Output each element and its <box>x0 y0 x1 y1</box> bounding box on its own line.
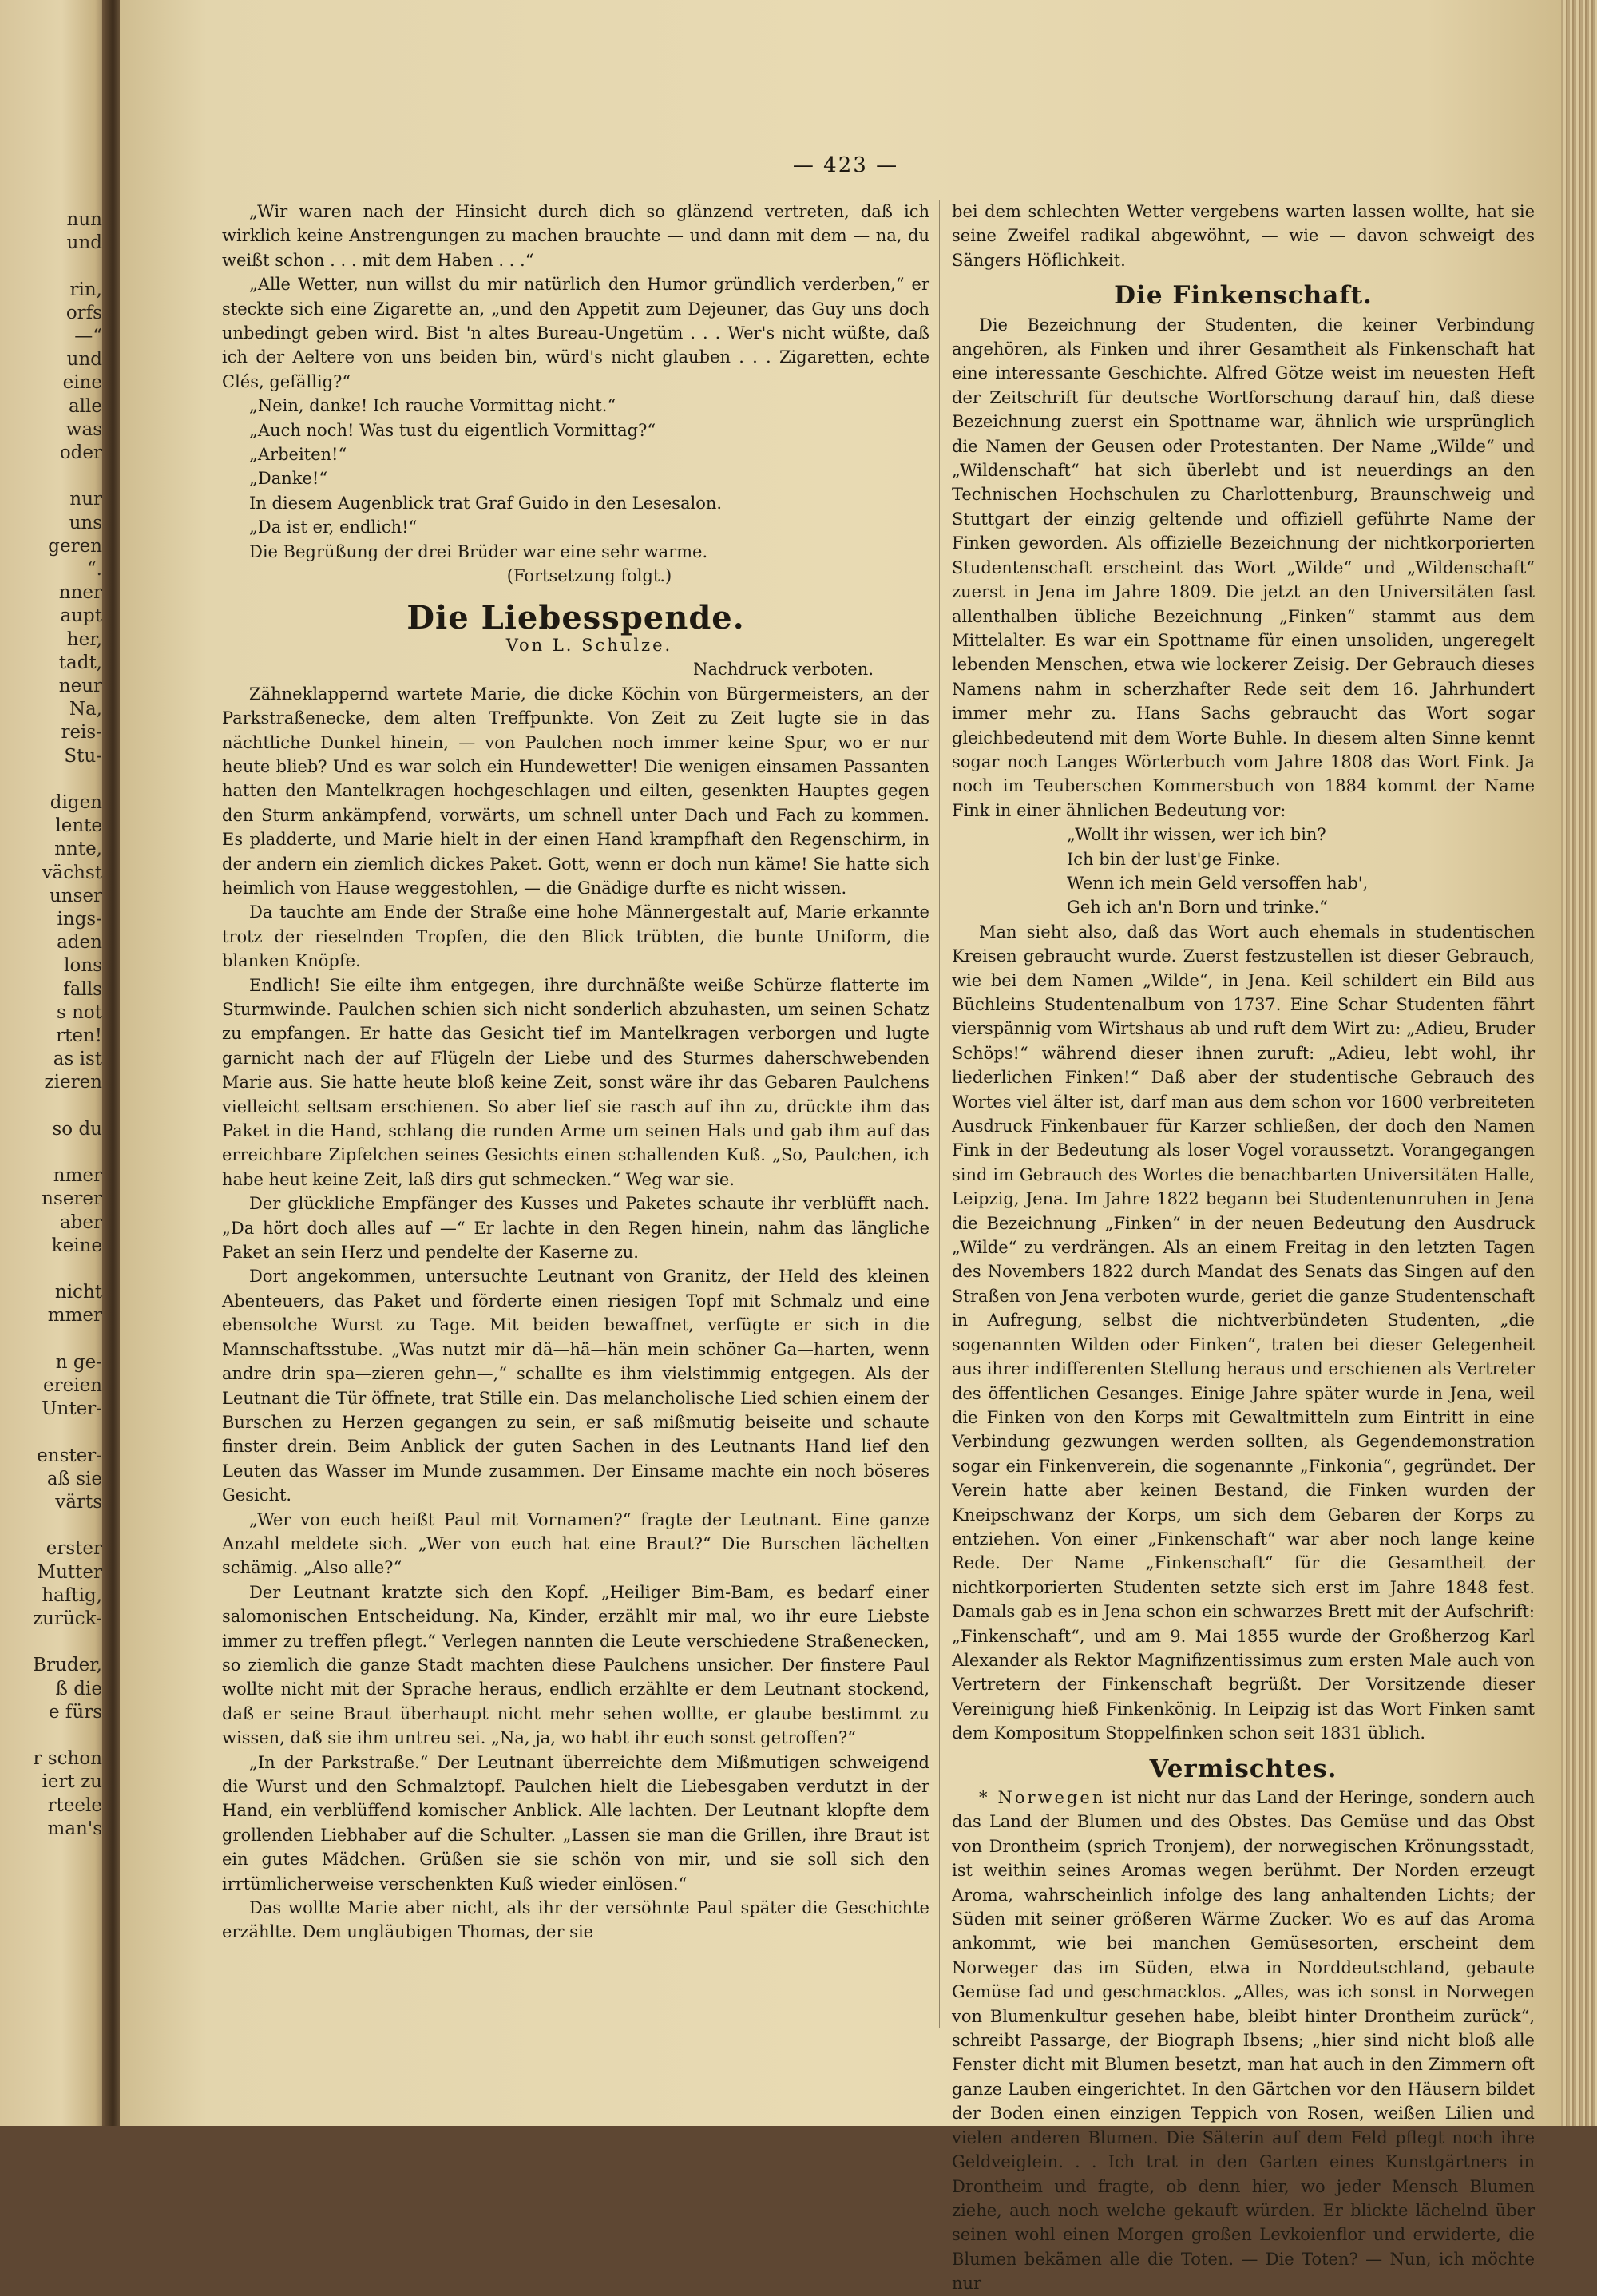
left-page-fragment: nnte, <box>54 839 102 860</box>
left-page-fragment: värts <box>55 1492 102 1513</box>
story-author: Von L. Schulze. <box>505 635 673 655</box>
left-page-fragment: her, <box>66 629 102 650</box>
paragraph: „Nein, danke! Ich rauche Vormittag nicht.“ <box>249 396 616 416</box>
left-page-fragment: falls <box>63 978 102 1000</box>
left-page-fragment: Na, <box>69 699 102 720</box>
paragraph: „Arbeiten!“ <box>249 445 347 465</box>
paragraph: „Danke!“ <box>249 469 328 489</box>
page-number: — 423 — <box>792 153 899 177</box>
paragraph: In diesem Augenblick trat Graf Guido in den Lesesalon. <box>249 493 723 513</box>
left-page-fragment: nur <box>69 489 102 510</box>
left-page-fragment: e fürs <box>48 1701 102 1723</box>
left-page-fragment: lons <box>64 955 102 977</box>
left-page-fragment: nun <box>66 209 102 230</box>
left-page-fragment: rteele <box>47 1794 102 1816</box>
left-page-fragment: Bruder, <box>33 1655 102 1676</box>
left-page-fragment: n ge- <box>55 1351 102 1373</box>
paragraph: bei dem schlechten Wetter vergebens warten lassen wollte, hat sie seine Zweifel radikal abgewöhnt, — wie — davon schweigt des Sängers Höflichkeit. <box>952 202 1535 270</box>
paragraph: Die Begrüßung der drei Brüder war eine sehr warme. <box>249 541 708 561</box>
left-page-fragment: —“ <box>74 326 102 347</box>
left-page-fragment: enster- <box>37 1445 102 1466</box>
paragraph: Dort angekommen, untersuchte Leutnant von Granitz, der Held des kleinen Abenteuers, das Paket und förderte einen riesigen Topf mit Schmalz und eine ebensolche Wurst zu Tage. Mit beiden bewaffnet, verfügte er sich in die Mannschaftsstube. „Was nutzt mir dä—hä—hän mein schöner Ga—harten, wenn andre drin spa—zieren gehn—,“ schallte es ihm vielstimmig entgegen. Als der Leutnant die Tür öffnete, trat Stille ein. Das melancholische Lied schien einem der Burschen zu Herzen gegangen zu sein, er saß mißmutig beiseite und schaute finster drein. Beim Anblick der guten Sachen in des Leutnants Hand lief den Leuten das Wasser im Munde zusammen. Der Einsame machte ein noch böseres Gesicht. <box>222 1267 929 1505</box>
left-page-fragment: orfs <box>65 302 102 323</box>
left-page-fragment: s not <box>56 1001 102 1023</box>
paragraph <box>952 1786 1535 2296</box>
verse-line: Ich bin der lust'ge Finke. <box>1067 849 1281 869</box>
paragraph: „Da ist er, endlich!“ <box>249 517 418 537</box>
left-page-fragment: ings- <box>57 909 102 930</box>
paragraph: „In der Parkstraße.“ Der Leutnant überreichte dem Mißmutigen schweigend die Wurst und den Schmalztopf. Paulchen hielt die Liebesgaben verdutzt in der Hand, ein verblüffend komischer Anblick. Alle lachten. Der Leutnant klopfte dem grollenden Liebhaber auf die Schulter. „Lassen sie man die Grillen, ihre Braut ist ein gutes Mädchen. Grüßen sie sie schön von mir, und sie soll sich den irrtümlicherweise verschenkten Kuß wieder einlösen.“ <box>222 1752 929 1894</box>
continuation-note: (Fortsetzung folgt.) <box>506 566 672 586</box>
left-page-fragment: “. <box>86 559 102 580</box>
left-page-fragment: keine <box>51 1235 102 1256</box>
page-stack-edge <box>1561 0 1597 2126</box>
left-page-fragment: zurück- <box>33 1608 102 1629</box>
paragraph: Man sieht also, daß das Wort auch ehemals in studentischen Kreisen gebraucht wurde. Zuerst festzustellen ist dieser Gebrauch, wie bei dem Namen „Wilde“, in Jena. Keil schildert ein Bild aus Büchleins Studentenalbum von 1737. Eine Schar Studenten fährt vierspännig vom Wirtshaus ab und ruft dem Wirt zu: „Adieu, Bruder Schöps!“ während dieser ihnen zuruft: „Adieu, lebt wohl, ihr liederlichen Finken!“ Daß aber der studentische Gebrauch des Wortes viel älter ist, darf man aus dem schon vor 1600 verbreiteten Ausdruck Finkenbauer für Karzer schließen, der doch den Namen Fink in der Bedeutung als loser Vogel voraussetzt. Vorangegangen sind im Gebrauch des Wortes die benachbarten Universitäten Halle, Leipzig, Jena. Im Jahre 1822 begann bei Studentenunruhen in Jena die Bezeichnung „Finken“ in der neuen Bedeutung den Ausdruck „Wilde“ zu verdrängen. Als an einem Freitag in den letzten Tagen des Novembers 1822 durch Mandat des Senats das Singen auf den Straßen von Jena verboten wurde, geriet die ganze Studentenschaft in Aufregung, selbst die nichtverbündeten Studenten, „die sogenannten Wilden oder Finken“, traten bei dieser Gelegenheit aus ihrer indifferenten Stellung heraus und erschienen als Vertreter des öffentlichen Gesanges. Einige Jahre später wurde in Jena, weil die Finken von den Korps mit Gewaltmitteln zum Eintritt in eine Verbindung gezwungen werden sollten, als Gegendemonstration sogar ein Finkenverein, die sogenannte „Finkonia“, gegründet. Der Verein hatte aber keinen Bestand, die Finken wurden der Kneipschwanz der Korps, um sich dem Gebaren der Korps zu entziehen. Von einer „Finkenschaft“ war aber noch lange keine Rede. Der Name „Finkenschaft“ für die Gesamtheit der nichtkorporierten Studenten setzte sich erst im Jahre 1848 fest. Damals gab es in Jena schon ein schwarzes Brett mit der Aufschrift: „Finkenschaft“, und am 9. Mai 1855 wurde der Großherzog Karl Alexander als Rektor Magnifizentissimus zum ersten Male auch von Vertretern der Finkenschaft begrüßt. Der Vorsitzende dieser Vereinigung hieß Finkenkönig. In Leipzig ist das Wort Finken samt dem Kompositum Stoppelfinken schon seit 1831 üblich. <box>952 922 1535 1743</box>
left-page-fragment: aber <box>59 1211 102 1233</box>
column-divider <box>939 200 940 2028</box>
story-body <box>222 682 929 1945</box>
left-page-fragment: und <box>66 232 102 254</box>
left-column <box>222 200 929 2076</box>
left-page-fragment: aden <box>57 932 102 954</box>
left-page-fragment: ß die <box>55 1678 102 1699</box>
lead-word: * Norwegen <box>979 1788 1106 1807</box>
story-title: Die Liebesspende. <box>406 598 745 636</box>
paragraph: Der glückliche Empfänger des Kusses und Paketes schaute ihr verblüfft nach. „Da hört doch alles auf —“ Er lachte in den Regen hinein, nahm das längliche Paket an sein Herz und pendelte der Kaserne zu. <box>222 1194 929 1263</box>
left-page-fragment: nicht <box>54 1282 102 1303</box>
left-page-fragment: was <box>65 418 102 440</box>
serial-continuation-text <box>222 200 929 589</box>
paragraph: Der Leutnant kratzte sich den Kopf. „Heiliger Bim-Bam, es bedarf einer salomonischen Entscheidung. Na, Kinder, erzählt mir mal, wo ihr eure Liebste immer zu treffen pflegt.“ Verlegen nannten die Leute verschiedene Straßenecken, so ziemlich die ganze Stadt machten diese Paulchens unsicher. Der finstere Paul wollte nicht mit der Sprache heraus, endlich erzählte er dem Leutnant stockend, daß er seine Braut überhaupt nicht mehr sehen wollte, er glaube bestimmt zu wissen, daß sie ihm untreu sei. „Na, ja, wo habt ihr euch sonst getroffen?“ <box>222 1582 929 1748</box>
left-page-fragment: as ist <box>53 1049 102 1070</box>
left-page-fragment: und <box>66 349 102 371</box>
left-page-fragment: aupt <box>60 605 102 627</box>
paragraph: Die Bezeichnung der Studenten, die keiner Verbindung angehören, als Finken und ihrer Gesamtheit als Finkenschaft hat eine interessante Geschichte. Alfred Götze weist im neuesten Heft der Zeitschrift für deutsche Wortforschung darauf hin, daß diese Bezeichnung zuerst ein Spottname war, ähnlich wie ursprünglich die Namen der Geusen oder Protestanten. Der Name „Wilde“ und „Wildenschaft“ hat sich überlebt und ist neuerdings an den Technischen Hochschulen zu Charlottenburg, Braunschweig und Stuttgart der einzig geltende und offiziell geführte Name der Finken geworden. Als offizielle Bezeichnung der nichtkorporierten Studentenschaft erscheint das Wort „Wilde“ und „Wildenschaft“ zuerst in Jena im Jahre 1809. Die jetzt an den Universitäten fast allenthalben übliche Bezeichnung „Finken“ stammt aus dem Mittelalter. Es war ein Spottname für einen unsoliden, ungeregelt lebenden Menschen, etwa wie lockerer Zeisig. Der Gebrauch dieses Namens nahm in scherzhafter Rede seit dem 16. Jahrhundert immer mehr zu. Hans Sachs gebraucht das Wort sogar gleichbedeutend mit dem Worte Buhle. In diesem alten Sinne kennt sogar noch Langes Wörterbuch vom Jahre 1808 das Wort Fink. Ja noch im Teuberschen Kommersbuch von 1884 kommt der Name Fink in einer ähnlichen Bedeutung vor: <box>952 315 1535 820</box>
left-page-fragment: neur <box>58 676 102 696</box>
left-page-fragment: nmer <box>53 1165 102 1187</box>
left-page-fragment: Unter- <box>42 1398 102 1420</box>
left-page-fragment: man's <box>47 1818 102 1839</box>
left-page-fragment: rten! <box>56 1025 102 1046</box>
paragraph-text: ist nicht nur das Land der Heringe, sondern auch das Land der Blumen und des Obstes. Das Gemüse und das Obst von Drontheim (sprich Tronjem), der norwegischen Krönungsstadt, ist weithin seines Aromas wegen berühmt. Der Norden erzeugt Aroma, wahrscheinlich infolge des lang anhaltenden Lichts; der Süden mit seiner größeren Wärme Zucker. Wo es auf das Aroma ankommt, wie bei manchen Gemüsesorten, erscheint dem Norweger das im Süden, etwa in Norddeutschland, gebaute Gemüse fad und geschmacklos. „Alles, was ich sonst in Norwegen von Blumenkultur gesehen habe, bleibt hinter Drontheim zurück“, schreibt Passarge, der Biograph Ibsens; „hier sind nicht bloß alle Fenster dicht mit Blumen besetzt, man hat auch in den Zimmern oft ganze Lauben eingerichtet. In den Gärtchen vor den Häusern bildet der Boden einen einzigen Teppich von Rosen, weißen Lilien und vielen anderen Blumen. Die Säterin auf dem Feld pflegt noch ihre Geldveiglein. . . Ich trat in den Garten eines Kunstgärtners in Drontheim und fragte, ob denn hier, wo jeder Mensch Blumen ziehe, auch noch welche gekauft würden. Er blickte lächelnd über seinen wohl einen Morgen großen Levkoienflor und erwiderte, die Blumen bekämen alle die Toten. — Die Toten? — Nun, ich möchte nur <box>952 1788 1535 2294</box>
left-facing-page <box>0 0 112 2126</box>
left-page-fragment: unser <box>49 885 102 906</box>
left-page-fragment: rin, <box>69 279 102 300</box>
paragraph: „Wer von euch heißt Paul mit Vornamen?“ fragte der Leutnant. Eine ganze Anzahl meldete sich. „Wer von euch hat eine Braut?“ Die Burschen lächelten schämig. „Also alle?“ <box>222 1509 929 1578</box>
left-page-fragment: aß sie <box>46 1468 102 1489</box>
left-page-fragment: digen <box>50 792 102 813</box>
verse-block <box>952 823 1535 920</box>
left-page-fragment: eine <box>62 372 102 394</box>
verse-line: „Wollt ihr wissen, wer ich bin? <box>1067 825 1326 845</box>
page <box>120 0 1571 2294</box>
left-page-fragment: haftig, <box>42 1584 102 1606</box>
paragraph: Da tauchte am Ende der Straße eine hohe Männergestalt auf, Marie erkannte trotz der rieselnden Tropfen, die den Blick trübten, die bunte Uniform, die blanken Knöpfe. <box>222 902 929 971</box>
left-page-fragment: Mutter <box>37 1561 102 1583</box>
paragraph: Endlich! Sie eilte ihm entgegen, ihre durchnäßte weiße Schürze flatterte im Sturmwinde. Paulchen schien sich nicht sonderlich abzuhasten, um seinen Schatz zu empfangen. Er hatte das Gesicht tief im Mantelkragen verborgen und lugte garnicht nach der auf Flügeln der Liebe und des Sturmes daherschwebenden Marie aus. Sie hatte heute bloß keine Zeit, sonst wäre ihr das Gebaren Paulchens vielleicht seltsam erschienen. So aber lief sie rasch auf ihn zu, drückte ihm das Paket in die Hand, schlang die runden Arme um seinen Hals und gab ihm auf das erreichbare Zipfelchen seines Gesichts einen schallenden Kuß. „So, Paulchen, ich habe heut keine Zeit, laß dirs gut schmecken.“ Weg war sie. <box>222 975 929 1189</box>
paragraph: „Auch noch! Was tust du eigentlich Vormittag?“ <box>249 420 656 440</box>
verse-line: Wenn ich mein Geld versoffen hab', <box>1067 873 1369 893</box>
paragraph: „Wir waren nach der Hinsicht durch dich so glänzend vertreten, daß ich wirklich keine Anstrengungen zu machen brauchte — und dann mit dem — na, du weißt schon . . . mit dem Haben . . .“ <box>222 202 929 270</box>
left-page-fragment: zieren <box>44 1072 102 1093</box>
left-page-fragment: uns <box>69 512 102 533</box>
paragraph: Zähneklappernd wartete Marie, die dicke Köchin von Bürgermeisters, an der Parkstraßenecke, dem alten Treffpunkte. Von Zeit zu Zeit lugte sie in das nächtliche Dunkel hinein, — von Paulchen noch immer keine Spur, wo er nur heute blieb? Und es war solch ein Hundewetter! Die wenigen einsamen Passanten hatten den Mantelkragen hochgeschlagen und eilten, gesenkten Hauptes gegen den Sturm ankämpfend, vorwärts, um schnell unter Dach und Fach zu kommen. Es pladderte, und Marie hielt in der einen Hand krampfhaft den Regenschirm, in der andern ein ziemlich dickes Paket. Gott, wenn er doch nun käme! Sie hatte sich heimlich von Hause weggestohlen, — die Gnädige durfte es nicht wissen. <box>222 684 929 898</box>
left-page-fragment: so du <box>52 1118 102 1140</box>
left-page-fragment: ereien <box>43 1375 102 1396</box>
left-page-fragment: vächst <box>42 862 102 883</box>
paragraph: „Alle Wetter, nun willst du mir natürlich den Humor gründlich verderben,“ er steckte sich eine Zigarette an, „und den Appetit zum Dejeuner, das Guy uns doch unbedingt geben wird. Bist 'n altes Bureau-Ungetüm . . . Wer's nicht wüßte, daß ich der Aeltere von uns beiden bin, würd's nicht glauben . . . Zigaretten, echte Clés, gefällig?“ <box>222 275 929 391</box>
verse-line: Geh ich an'n Born und trinke.“ <box>1067 898 1328 918</box>
left-page-fragment: oder <box>59 442 102 463</box>
left-page-fragment: Stu- <box>64 745 102 767</box>
left-page-fragment: mmer <box>47 1305 102 1326</box>
reprint-note: Nachdruck verboten. <box>693 660 874 680</box>
left-page-fragment: r schon <box>33 1748 102 1770</box>
left-page-fragment: alle <box>68 395 102 417</box>
left-page-fragment: reis- <box>61 722 102 744</box>
left-page-fragment: lente <box>55 815 102 837</box>
left-page-fragment: iert zu <box>42 1771 102 1793</box>
left-page-fragment: tadt, <box>58 652 102 673</box>
left-page-fragment: nner <box>58 582 102 604</box>
section-title-finkenschaft: Die Finkenschaft. <box>1114 281 1373 311</box>
left-page-fragment: geren <box>48 535 102 557</box>
section-title-vermischtes: Vermischtes. <box>1149 1754 1337 1783</box>
left-page-fragment: erster <box>46 1538 102 1560</box>
left-page-fragment: nserer <box>42 1188 102 1210</box>
right-column <box>952 200 1535 2294</box>
paragraph: Das wollte Marie aber nicht, als ihr der versöhnte Paul später die Geschichte erzählte. Dem ungläubigen Thomas, der sie <box>222 1898 929 1942</box>
